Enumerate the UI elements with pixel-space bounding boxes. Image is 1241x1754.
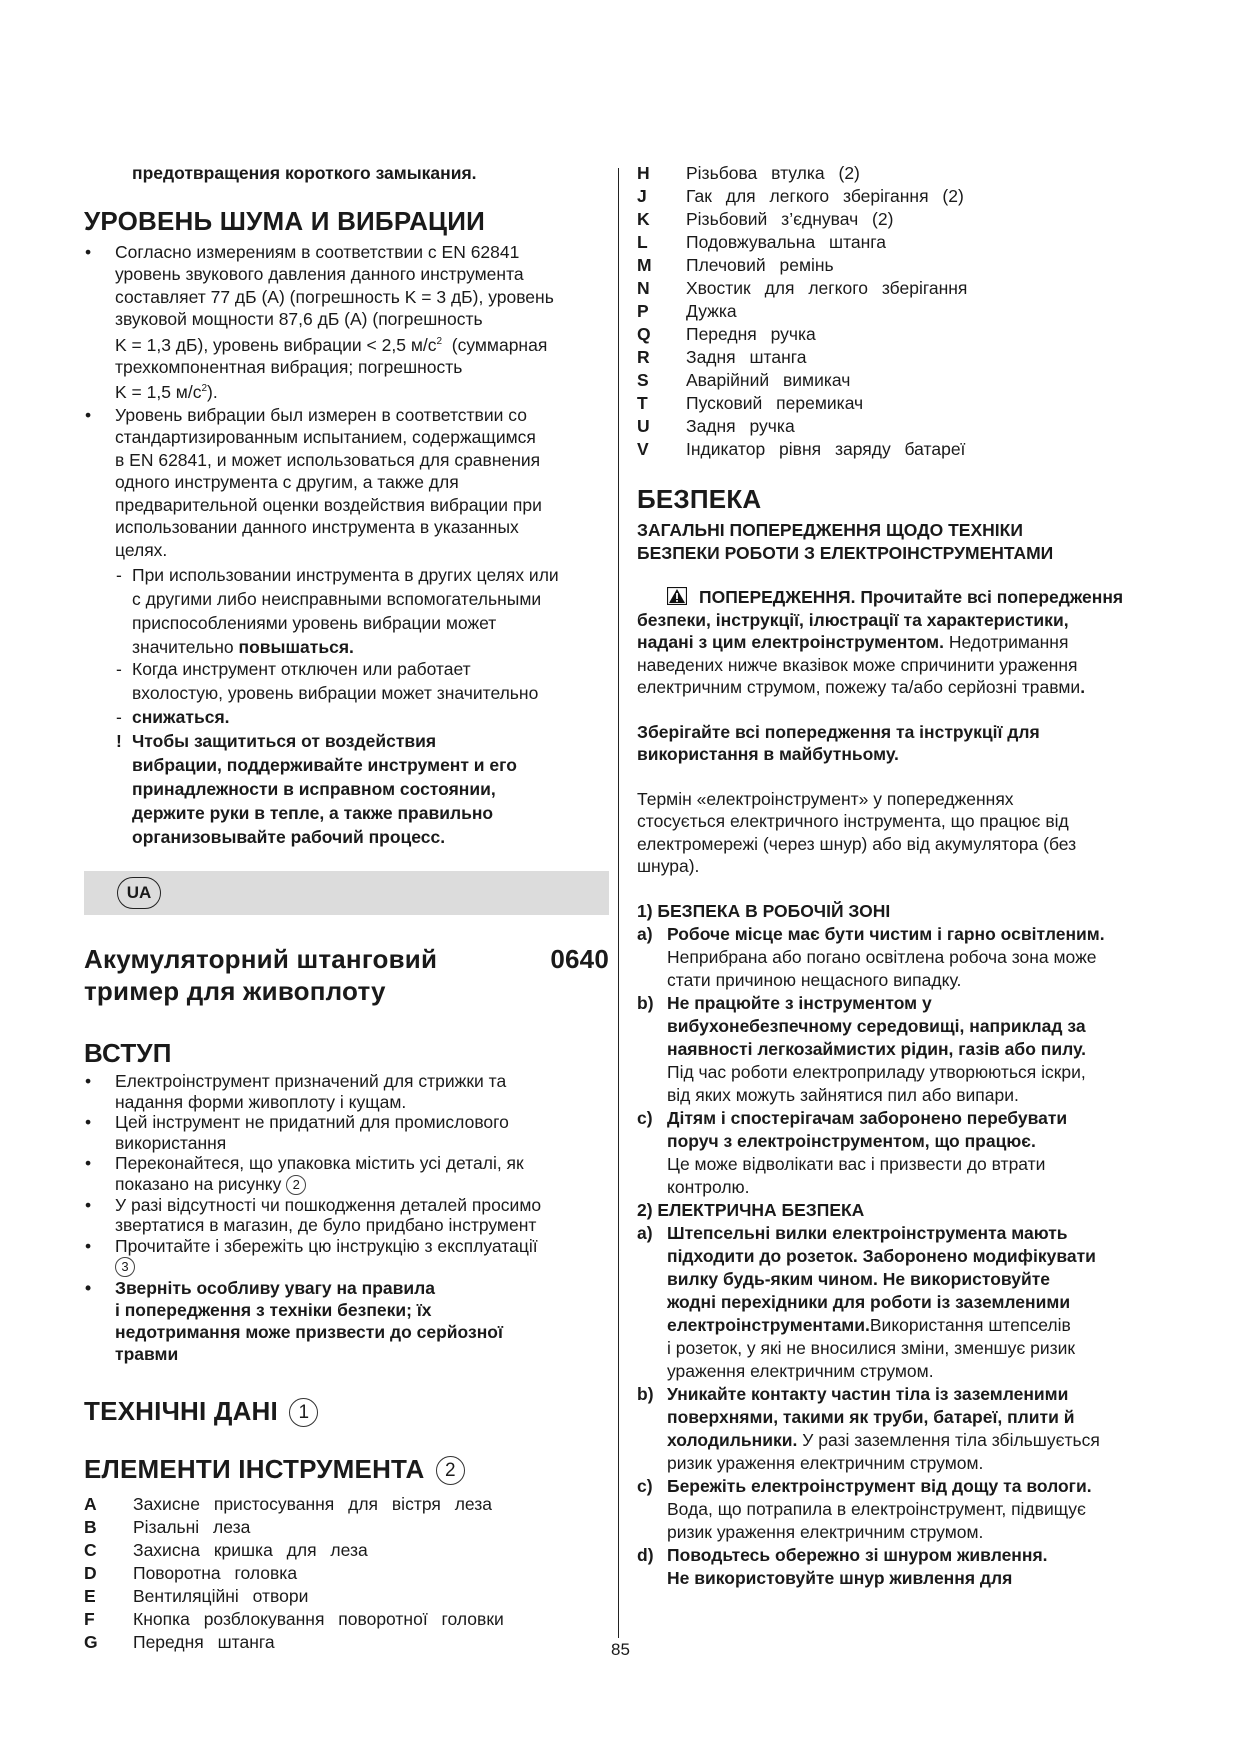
warning-triangle-icon xyxy=(667,587,687,605)
intro-bullet-6: • Зверніть особливу увагу на правила і попередження з техніки безпеки; їх недотримання може призвести до серйозної травми xyxy=(85,1278,503,1365)
language-band xyxy=(84,871,609,915)
continued-text: предотвращения короткого замыкания. xyxy=(132,163,477,183)
figure-ref-2: 2 xyxy=(286,1175,306,1195)
intro-bullet-1: • Електроінструмент призначений для стрижки та надання форми живоплоту і кущам. xyxy=(85,1071,507,1112)
general-warning-paragraph: ПОПЕРЕДЖЕННЯ. Прочитайте всі попередження безпеки, інструкції, ілюстрації та характеристики, надані з цим електроінструментом. Недотримання наведених нижче вказівок може спричинити ураження електричним струмом, пожежу та/або серйозні травми. xyxy=(637,587,1124,697)
electrical-safety-heading: 2) ЕЛЕКТРИЧНА БЕЗПЕКА xyxy=(637,1199,865,1220)
keep-instructions: Зберігайте всі попередження та інструкції для використання в майбутньому. xyxy=(637,721,1040,764)
column-divider xyxy=(618,168,619,1638)
part-d: D Поворотна головка xyxy=(84,1563,298,1584)
left-column xyxy=(84,162,609,1654)
electrical-a: a) Штепсельні вилки електроінструмента мають підходити до розеток. Заборонено модифікувати вилку будь-яким чином. Не використовуйте жодні перехідники для роботи із заземленими електроінструментами.Використання штепселів і розеток, у які не вносилися зміни, зменшує ризик ураження електричним струмом. xyxy=(637,1222,1096,1381)
part-k: K Різьбовий з’єднувач (2) xyxy=(637,209,894,229)
part-e: E Вентиляційні отвори xyxy=(84,1586,309,1607)
term-definition: Термін «електроінструмент» у попередженнях стосується електричного інструмента, що працює від електромережі (через шнур) або від акумулятора (без шнура). xyxy=(637,788,1077,876)
page-number: 85 xyxy=(611,1640,630,1659)
vibration-warning: ! Чтобы защититься от воздействия вибрации, поддерживайте инструмент и его принадлежности в исправном состоянии, держите руки в тепле, а также правильно организовывайте рабочий процесс. xyxy=(116,731,517,848)
part-u: U Задня ручка xyxy=(637,416,795,436)
vibration-sub-2: - Когда инструмент отключен или работает вхолостую, уровень вибрации может значительно - снижаться. xyxy=(116,659,539,728)
part-g: G Передня штанга xyxy=(84,1632,275,1653)
electrical-d: d) Поводьтесь обережно зі шнуром живлення. Не використовуйте шнур живлення для xyxy=(637,1544,1048,1588)
elements-heading: ЕЛЕМЕНТИ ІНСТРУМЕНТА 2 xyxy=(84,1453,609,1485)
part-p: P Дужка xyxy=(637,301,737,321)
part-h: H Різьбова втулка (2) xyxy=(637,163,860,183)
work-area-b: b) Не працюйте з інструментом у вибухонебезпечному середовищі, наприклад за наявності легкозаймистих рідин, газів або пилу. Під час роботи електроприладу утворюються іскри, від яких можуть зайнятися пил або випари. xyxy=(637,992,1087,1105)
intro-heading: ВСТУП xyxy=(84,1038,172,1069)
tech-data-heading: ТЕХНІЧНІ ДАНІ 1 xyxy=(84,1395,609,1427)
part-l: L Подовжувальна штанга xyxy=(637,232,887,252)
work-area-heading: 1) БЕЗПЕКА В РОБОЧІЙ ЗОНІ xyxy=(637,900,891,921)
intro-bullet-2: • Цей інструмент не придатний для промислового використання xyxy=(85,1112,509,1153)
part-r: R Задня штанга xyxy=(637,347,807,367)
intro-bullet-5: • Прочитайте і збережіть цю інструкцію з експлуатації 3 xyxy=(84,1236,609,1278)
part-m: M Плечовий ремінь xyxy=(637,255,834,275)
part-n: N Хвостик для легкого зберігання xyxy=(637,278,968,298)
part-f: F Кнопка розблокування поворотної головки xyxy=(84,1609,504,1630)
vibration-sub-1: - При использовании инструмента в других целях или с другими либо неисправными вспомогательными приспособлениями уровень вибрации может значительно повышаться. xyxy=(116,565,559,658)
figure-ref-3: 3 xyxy=(115,1257,135,1277)
part-b: B Різальні леза xyxy=(84,1517,251,1538)
electrical-b: b) Уникайте контакту частин тіла із заземленими поверхнями, такими як труби, батареї, плити й холодильники. У разі заземлення тіла збільшується ризик ураження електричним струмом. xyxy=(637,1383,1100,1473)
intro-bullet-3: • Переконайтеся, що упаковка містить усі деталі, як показано на рисунку 2 xyxy=(85,1153,524,1194)
electrical-c: c) Бережіть електроінструмент від дощу та вологи. Вода, що потрапила в електроінструмент, підвищує ризик ураження електричним струмом. xyxy=(637,1475,1092,1542)
right-column xyxy=(637,162,1197,1590)
part-t: T Пусковий перемикач xyxy=(637,393,864,413)
work-area-a: a) Робоче місце має бути чистим і гарно освітленим. Неприбрана або погано освітлена робоча зона може стати причиною нещасного випадку. xyxy=(637,923,1105,990)
parts-list-right xyxy=(637,162,1197,461)
intro-bullets xyxy=(84,1071,609,1365)
part-s: S Аварійний вимикач xyxy=(637,370,851,390)
figure-ref-2-heading: 2 xyxy=(436,1456,465,1485)
language-badge-ua: UA xyxy=(117,877,161,909)
part-j: J Гак для легкого зберігання (2) xyxy=(637,186,964,206)
noise-vibration-heading: УРОВЕНЬ ШУМА И ВИБРАЦИИ xyxy=(84,205,486,236)
part-v: V Індикатор рівня заряду батареї xyxy=(637,439,966,459)
intro-bullet-4: • У разі відсутності чи пошкодження деталей просимо звертатися в магазин, де було придбано інструмент xyxy=(85,1194,542,1236)
part-c: C Захисна кришка для леза xyxy=(84,1540,368,1561)
product-title: Акумуляторний штанговий тример для живоплоту xyxy=(84,944,438,1007)
part-a: A Захисне пристосування для вістря леза xyxy=(84,1494,493,1515)
parts-list-left xyxy=(84,1493,609,1654)
product-title-row xyxy=(84,943,609,1007)
part-q: Q Передня ручка xyxy=(637,324,816,344)
noise-bullets xyxy=(84,241,609,562)
general-warnings-heading: ЗАГАЛЬНІ ПОПЕРЕДЖЕННЯ ЩОДО ТЕХНІКИ БЕЗПЕКИ РОБОТИ З ЕЛЕКТРОІНСТРУМЕНТАМИ xyxy=(637,520,1054,563)
model-number: 0640 xyxy=(550,944,609,975)
figure-ref-1: 1 xyxy=(289,1398,318,1427)
safety-heading: БЕЗПЕКА xyxy=(637,484,762,514)
work-area-c: c) Дітям і спостерігачам заборонено перебувати поруч з електроінструментом, що працює. Це може відволікати вас і призвести до втрати контролю. xyxy=(637,1107,1068,1197)
noise-bullet-1: • Согласно измерениям в соответствии с EN 62841 уровень звукового давления данного инструмента составляет 77 дБ (A) (погрешность K = 3 дБ), уровень звуковой мощности 87,6 дБ (A) (погрешность K = 1,3 дБ), уровень вибрации < 2,5 $м/с^2$ (суммарная трехкомпонентная вибрация; погрешность K = 1,5 $м/с^2$). xyxy=(85,241,554,403)
noise-bullet-2: • Уровень вибрации был измерен в соответствии со стандартизированным испытанием, содержащимся в EN 62841, и может использоваться для сравнения одного инструмента с другим, а также для предварительной оценки воздействия вибрации при использовании данного инструмента в указанных целях. xyxy=(85,404,542,560)
